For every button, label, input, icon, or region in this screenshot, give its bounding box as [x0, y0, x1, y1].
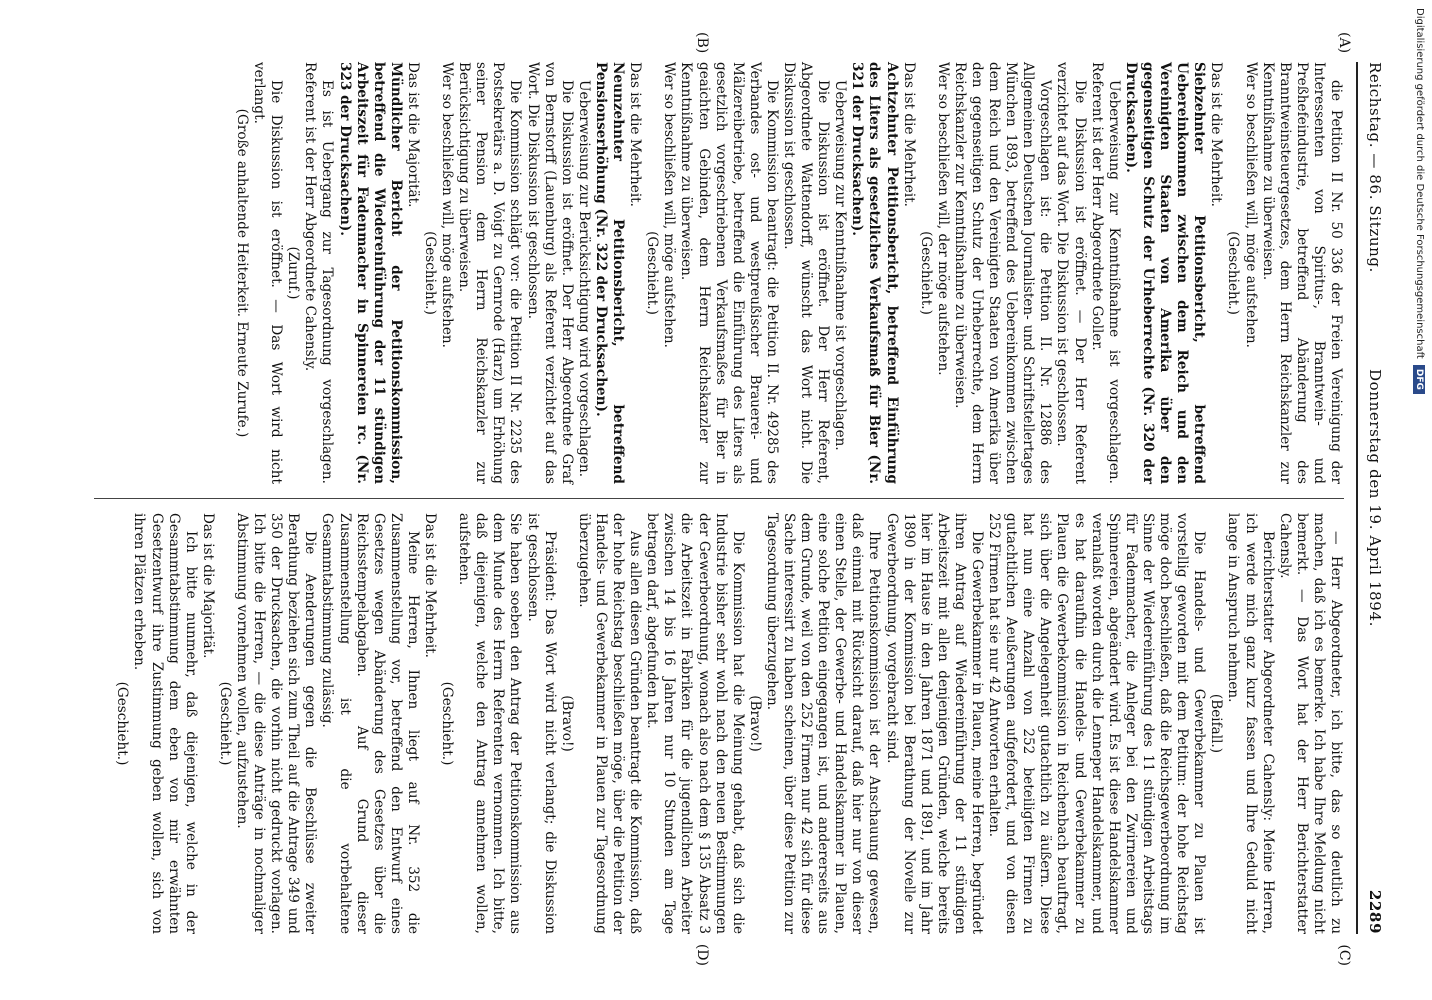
paragraph: die Petition II Nr. 50 336 der Freien Vereinigung der Interessenten von Spiritus-, Branntwein- und Preßhefeindustrie, betreffend Abänderung des Branntweinsteuergesetzes, dem Herrn Reichskanzler zur Kenntnißnahme zu überweisen.: [1259, 62, 1344, 484]
paragraph: Die Diskussion ist eröffnet. Der Herr Abgeordnete Graf von Bernstorff (Lauenburg) als Referent verzichtet auf das Wort. Die Diskussion ist geschlossen.: [524, 62, 575, 484]
paragraph: Ueberweisung zur Kenntnißnahme ist vorgeschlagen.: [832, 80, 849, 451]
paragraph: Neunzehnter Petitionsbericht, betreffend Pensionserhöhung (Nr. 322 der Drucksachen).: [592, 62, 627, 484]
paragraph: — Herr Abgeordneter, ich bitte, das so deutlich zu machen, daß ich es bemerke. Ich habe Ihre Meldung nicht bemerkt. — Das Wort hat der Herr Berichterstatter Cahensly.: [1276, 513, 1344, 934]
paragraph: Mündlicher Bericht der Petitionskommission, betreffend die Wiedereinführung der 11 stündigen Arbeitszeit für Fadenmacher in Spinnereien rc. (Nr. 323 der Drucksachen).: [336, 62, 404, 484]
paragraph: Meine Herren, Ihnen liegt auf Nr. 352 die Zusammenstellung vor, betreffend den Entwurf eines Gesetzes wegen Abänderung des Gesetzes über die Reichsstempelabgaben. Auf Grund dieser Zusammenstellung ist die vorbehaltene Gesammtabstimmung zulässig.: [319, 513, 421, 934]
credit-text: Digitalisierung gefördert durch die Deutsche Forschungsgemeinschaft: [1414, 8, 1425, 359]
margin-marker-b: (B): [694, 32, 710, 54]
paragraph: Ihre Petitionskommission ist der Anschauung gewesen, daß einmal mit Rücksicht darauf, daß hier nur von dieser einen Stelle, der Gewerbe- und Handelskammer in Plauen, eine solche Petition eingegangen ist, und andererseits aus dem Grunde, weil von den 252 Firmen nur 42 sich für diese Sache interessirt zu haben scheinen, über diese Petition zur Tagesordnung überzugehen.: [763, 513, 883, 934]
paragraph: Ueberweisung zur Kenntnißnahme ist vorgeschlagen. Referent ist der Herr Abgeordnete Goller.: [1088, 62, 1122, 484]
paragraph: Wer so beschließen will, der möge aufstehen.: [934, 62, 951, 376]
paragraph: Wer so beschließen will, möge aufstehen.: [1242, 62, 1259, 348]
paragraph: Das ist die Mehrheit.: [900, 62, 917, 207]
two-column-body: [94, 62, 1356, 934]
paragraph: Wer so beschließen will, möge aufstehen.: [439, 62, 456, 348]
paragraph: Es ist Uebergang zur Tagesordnung vorgeschlagen. Referent ist der Herr Abgeordnete Cahensly.: [302, 62, 336, 484]
paragraph: Die Kommission beantragt: die Petition II. Nr. 49285 des Verbandes ost- und westpreußischer Brauerei- und Mälzereibetriebe, betreffend die Einführung des Liters als gesetzlich vorgeschriebenen Verkaufsmaßes für Bier in geaichten Gebinden, dem Herrn Reichskanzler zur Kenntnißnahme zu überweisen.: [678, 62, 780, 484]
margin-marker-c: (C): [1336, 944, 1352, 966]
paragraph: (Bravo!): [746, 695, 763, 752]
paragraph: Präsident: Das Wort wird nicht verlangt; die Diskussion ist geschlossen.: [524, 513, 558, 934]
digitization-credit: [1407, 0, 1432, 1000]
paragraph: Die Aenderungen gegen die Beschlüsse zweiter Berathung beziehen sich zum Theil auf die Antrage 349 und 350 der Drucksachen, die vorhin nicht gedruckt vorlagen. Ich bitte die Herren, — die diese Anträge in nochmaliger Abstimmung vornehmen wollen, aufzustehen.: [234, 513, 319, 934]
paragraph: (Geschieht.): [216, 681, 233, 766]
paragraph: Wer so beschließen will, möge aufstehen.: [661, 62, 678, 348]
right-column: [94, 498, 1344, 934]
paragraph: Ich bitte nunmehr, daß diejenigen, welche in der Gesammtabstimmung dem eben von mir erwähnten Gesetzentwurf ihre Zustimmung geben wollen, sich von ihren Plätzen erheben.: [131, 513, 199, 934]
page-number: 2289: [1366, 889, 1384, 934]
paragraph: Sie haben soeben den Antrag der Petitionskommission aus dem Munde des Herrn Referenten vernommen. Ich bitte, daß diejenigen, welche den Antrag annehmen wollen, aufstehen.: [456, 513, 524, 934]
paragraph: Die Kommission schlägt vor: die Petition II Nr. 2235 des Postsekretärs a. D. Voigt zu Gernrode (Harz) um Erhöhung seiner Pension dem Herrn Reichskanzler zur Berücksichtigung zu überweisen.: [456, 62, 524, 484]
header-left: Reichstag. — 86. Sitzung.: [1366, 62, 1384, 273]
dfg-logo: DFG: [1414, 365, 1426, 394]
paragraph: Die Gewerbekammer in Plauen, meine Herren, begründet ihren Antrag auf Wiedereinführung der 11 stündigen Arbeitszeit mit allen denjenigen Gründen, welche bereits hier im Hause in den Jahren 1871 und 1891, und im Jahr 1890 in der Kommission bei Berathung der Novelle zur Gewerbeordnung, vorgebracht sind.: [883, 513, 986, 934]
paragraph: (Geschieht.): [644, 231, 661, 315]
left-column: [94, 62, 1344, 498]
paragraph: Die Diskussion ist eröffnet. Der Herr Referent, Abgeordnete Wattendorff, wünscht das Wort nicht. Die Diskussion ist geschlossen.: [781, 62, 832, 484]
margin-marker-d: (D): [694, 943, 710, 966]
paragraph: Berichterstatter Abgeordneter Cahensly: Meine Herren, ich werde mich ganz kurz fassen und Ihre Geduld nicht lange in Anspruch nehmen.: [1225, 513, 1276, 934]
paragraph: (Zuruf.): [285, 246, 302, 300]
paragraph: Aus allen diesen Gründen beantragt die Kommission, daß der hohe Reichstag beschließen möge, über die Petition der Handels- und Gewerbekammer in Plauen zur Tagesordnung überzugehen.: [575, 513, 644, 934]
paragraph: Die Diskussion ist eröffnet. — Das Wort wird nicht verlangt.: [251, 62, 285, 484]
paragraph: Das ist die Majorität.: [199, 513, 216, 659]
paragraph: (Große anhaltende Heiterkeit. Erneute Zurufe.): [234, 108, 250, 438]
margin-marker-a: (A): [1336, 32, 1352, 54]
paragraph: (Geschieht.): [114, 681, 131, 766]
paragraph: Die Handels- und Gewerbekammer zu Plauen ist vorstellig geworden mit dem Petitum: der hohe Reichstag möge doch beschließen, daß die Reichsgewerbeordnung im Sinne der Wiedereinführung des 11 stündigen Arbeitstags für Fadenmacher, die Anleger bei den Zwirnereien und Spinnereien, abgeändert wird. Es ist diese Handelskammer veranlaßt worden durch die Lenneper Handelskammer, und es hat daraufhin die Handels- und Gewerbekammer zu Plauen die Gewerbekommission in Reichenbach beauftragt, sich über die Angelegenheit gutachtlich zu äußern. Diese hat nun eine Anzahl von 252 beteiligten Firmen zu gutachtlichen Aeußerungen aufgefordert, und von diesen 252 Firmen hat sie nur 42 Antworten erhalten.: [986, 513, 1208, 934]
paragraph: Siebzehnter Petitionsbericht, betreffend Uebereinkommen zwischen dem Reich und den Vereinigten Staaten von Amerika über den gegenseitigen Schutz der Urheberrechte (Nr. 320 der Drucksachen).: [1122, 62, 1208, 484]
paragraph: (Geschieht.): [1225, 231, 1242, 315]
paragraph: Das ist die Mehrheit.: [627, 62, 644, 207]
paragraph: (Bravo!): [558, 695, 575, 752]
paragraph: Die Diskussion ist eröffnet. — Der Herr Referent verzichtet auf das Wort. Die Diskussion ist geschlossen.: [1054, 62, 1088, 484]
paragraph: Das ist die Mehrheit.: [1208, 62, 1225, 207]
paragraph: Vorgeschlagen ist: die Petition II. Nr. 12886 des Allgemeinen Deutschen Journalisten- und Schriftstellertages München 1893, betreffend des Uebereinkommen zwischen dem Reich und den Vereinigten Staaten von Amerika über den gegenseitigen Schutz der Urheberrechte, dem Herrn Reichskanzler zur Kenntnißnahme zu überweisen.: [951, 62, 1054, 484]
paragraph: (Geschieht.): [422, 231, 439, 315]
paragraph: Das ist die Mehrheit.: [422, 513, 439, 658]
header-date: Donnerstag den 19. April 1894.: [1366, 369, 1384, 627]
page-content: [37, 0, 1432, 1000]
paragraph: Die Kommission hat die Meinung gehabt, daß sich die Industrie bisher sehr wohl nach den neuen Bestimmungen der Gewerbeordnung, wonach also nach dem § 135 Absatz 3 die Arbeitszeit in Fabriken für die jugendlichen Arbeiter zwischen 14 bis 16 Jahren nur 10 Stunden am Tage betragen darf, abgefunden hat.: [644, 513, 746, 934]
paragraph: (Beifall.): [1208, 693, 1225, 754]
paragraph: Achtzehnter Petitionsbericht, betreffend Einführung des Liters als gesetzliches Verkaufsmaß für Bier (Nr. 321 der Drucksachen).: [849, 62, 900, 484]
header-rule: [1356, 62, 1358, 934]
paragraph: Das ist die Majorität.: [404, 62, 421, 208]
paragraph: Ueberweisung zur Berücksichtigung wird vorgeschlagen.: [575, 80, 592, 478]
paragraph: (Geschieht.): [917, 231, 934, 315]
page-header: [1360, 62, 1390, 934]
paragraph: (Geschieht.): [439, 681, 456, 766]
